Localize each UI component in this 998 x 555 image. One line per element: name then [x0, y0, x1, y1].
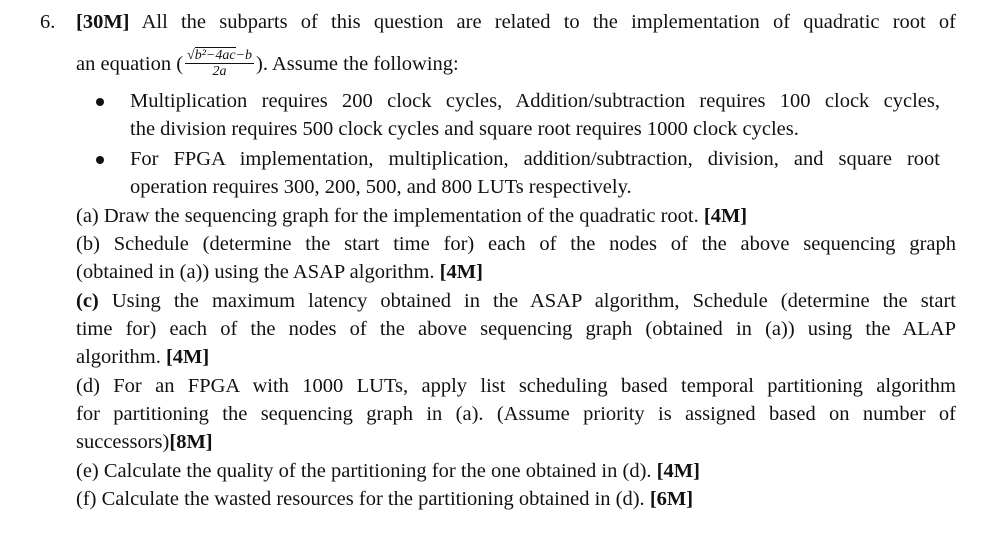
part-d-text3: successors) — [76, 431, 170, 453]
part-c-line1 — [76, 287, 956, 315]
formula-numerator-tail: −b — [235, 48, 253, 63]
question-intro-line2 — [76, 50, 956, 81]
part-f-text: (f) Calculate the wasted resources for the partitioning obtained in (d). — [76, 488, 645, 510]
formula-denominator: 2a — [212, 64, 227, 79]
formula-numerator — [185, 48, 254, 64]
sqrt-sign: √ — [187, 48, 195, 63]
intro-suffix: ). Assume the following: — [256, 53, 459, 76]
part-d-line2: for partitioning the sequencing graph in (a). (Assume priority is assigned based on number of — [76, 403, 956, 425]
part-d-marks: [8M] — [169, 431, 213, 453]
part-c-marks: [4M] — [165, 346, 210, 368]
part-c-line3 — [76, 343, 956, 371]
part-f — [76, 485, 956, 513]
part-c-text3: algorithm. — [76, 346, 161, 368]
part-d-line3 — [76, 428, 956, 456]
part-b-line2 — [76, 258, 956, 286]
part-c-label: (c) — [76, 290, 99, 312]
formula-radicand: b²−4ac — [194, 48, 236, 63]
part-c-text1: Using the maximum latency obtained in the ASAP algorithm, Schedule (determine the start — [111, 290, 957, 312]
part-e — [76, 457, 956, 485]
part-b-line1: (b) Schedule (determine the start time for) each of the nodes of the above sequencing graph — [76, 233, 956, 255]
intro-text-line1: All the subparts of this question are related to the implementation of quadratic root of — [141, 11, 956, 33]
part-b-text: (obtained in (a)) using the ASAP algorithm. — [76, 261, 435, 283]
part-e-marks: [4M] — [656, 460, 700, 482]
part-d-line1: (d) For an FPGA with 1000 LUTs, apply list scheduling based temporal partitioning algorithm — [76, 375, 956, 397]
part-e-text: (e) Calculate the quality of the partitioning for the one obtained in (d). — [76, 460, 652, 482]
part-a-text: (a) Draw the sequencing graph for the implementation of the quadratic root. — [76, 205, 699, 227]
bullet-2-line2: operation requires 300, 200, 500, and 800 LUTs respectively. — [130, 176, 632, 198]
bullet-2-dot — [96, 156, 104, 164]
question-marks: [30M] — [76, 11, 130, 33]
question-intro-line1 — [76, 8, 956, 36]
part-f-marks: [6M] — [649, 488, 694, 510]
bullet-2-line1: For FPGA implementation, multiplication, addition/subtraction, division, and square root — [130, 148, 940, 170]
intro-prefix: an equation ( — [76, 53, 184, 76]
bullet-1-dot — [96, 98, 104, 106]
part-b-marks: [4M] — [439, 261, 483, 283]
bullet-1-line1: Multiplication requires 200 clock cycles, Addition/subtraction requires 100 clock cycles, — [130, 90, 940, 112]
question-number: 6. — [40, 11, 56, 33]
bullet-1-line2: the division requires 500 clock cycles and square root requires 1000 clock cycles. — [130, 118, 799, 140]
part-c-line2: time for) each of the nodes of the above sequencing graph (obtained in (a)) using the ALAP — [76, 318, 956, 340]
part-a — [76, 202, 956, 230]
quadratic-root-formula — [185, 48, 254, 79]
part-a-marks: [4M] — [703, 205, 748, 227]
